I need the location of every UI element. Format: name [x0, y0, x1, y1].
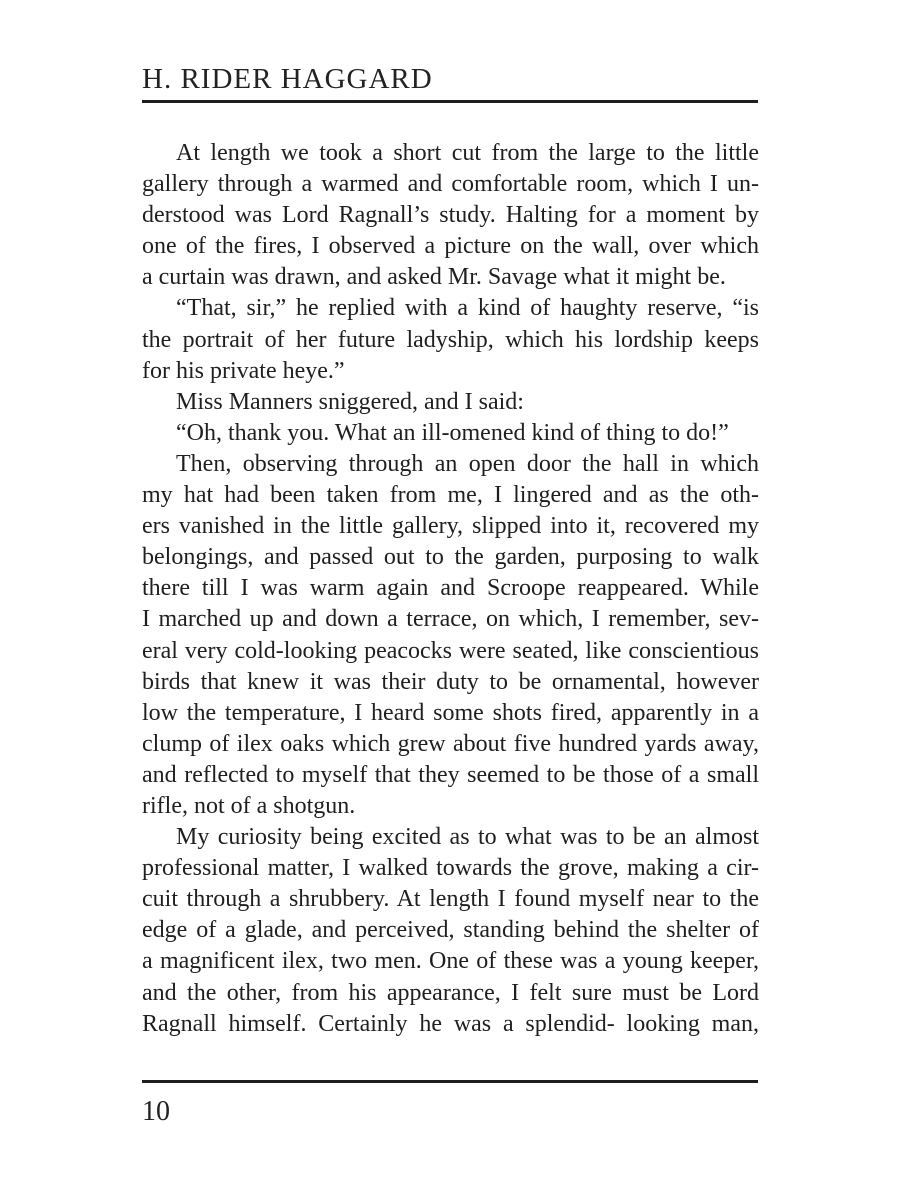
text-line: eral very cold-looking peacocks were seated, like conscientious — [142, 637, 759, 664]
text-line: low the temperature, I heard some shots fired, apparently in a — [142, 699, 759, 726]
text-line: and reflected to myself that they seemed to be those of a small — [142, 761, 759, 788]
text-line: derstood was Lord Ragnall’s study. Halting for a moment by — [142, 202, 759, 229]
text-line: birds that knew it was their duty to be ornamental, however — [142, 668, 759, 695]
header-rule — [142, 100, 758, 103]
paragraph — [142, 293, 759, 386]
page-number: 10 — [142, 1096, 170, 1127]
text-line: gallery through a warmed and comfortable room, which I un- — [142, 171, 759, 198]
body-text — [142, 138, 759, 1040]
text-line: cuit through a shrubbery. At length I found myself near to the — [142, 886, 759, 913]
text-line: “Oh, thank you. What an ill-omened kind of thing to do!” — [176, 419, 729, 446]
text-line: rifle, not of a shotgun. — [142, 792, 356, 819]
text-line: ers vanished in the little gallery, slipped into it, recovered my — [142, 513, 759, 540]
text-line: one of the fires, I observed a picture on the wall, over which — [142, 233, 759, 260]
text-line: there till I was warm again and Scroope reappeared. While — [142, 575, 759, 602]
text-line: and the other, from his appearance, I felt sure must be Lord — [142, 979, 759, 1006]
text-line: my hat had been taken from me, I lingered and as the oth- — [142, 482, 759, 509]
text-line: clump of ilex oaks which grew about five hundred yards away, — [142, 730, 759, 757]
paragraph — [142, 138, 759, 293]
text-line: the portrait of her future ladyship, which his lordship keeps — [142, 326, 759, 353]
text-line: My curiosity being excited as to what was to be an almost — [176, 824, 759, 851]
text-line: edge of a glade, and perceived, standing behind the shelter of — [142, 917, 759, 944]
text-line: Then, observing through an open door the hall in which — [176, 450, 759, 477]
text-line: At length we took a short cut from the large to the little — [176, 140, 759, 166]
text-line: “That, sir,” he replied with a kind of haughty reserve, “is — [176, 295, 759, 322]
paragraph — [142, 387, 759, 418]
footer-rule — [142, 1080, 758, 1083]
text-line: a magnificent ilex, two men. One of these was a young keeper, — [142, 948, 759, 975]
text-line: I marched up and down a terrace, on which, I remember, sev- — [142, 606, 759, 633]
text-line: a curtain was drawn, and asked Mr. Savage what it might be. — [142, 264, 726, 291]
paragraph — [142, 418, 759, 449]
text-line: Miss Manners sniggered, and I said: — [176, 388, 524, 415]
text-line: professional matter, I walked towards the grove, making a cir- — [142, 855, 759, 882]
text-line: belongings, and passed out to the garden, purposing to walk — [142, 544, 759, 571]
text-line: Ragnall himself. Certainly he was a splendid- looking man, — [142, 1010, 759, 1037]
paragraph — [142, 822, 759, 1040]
paragraph — [142, 449, 759, 822]
text-line: for his private heye.” — [142, 357, 345, 384]
running-head: H. RIDER HAGGARD — [142, 63, 433, 95]
